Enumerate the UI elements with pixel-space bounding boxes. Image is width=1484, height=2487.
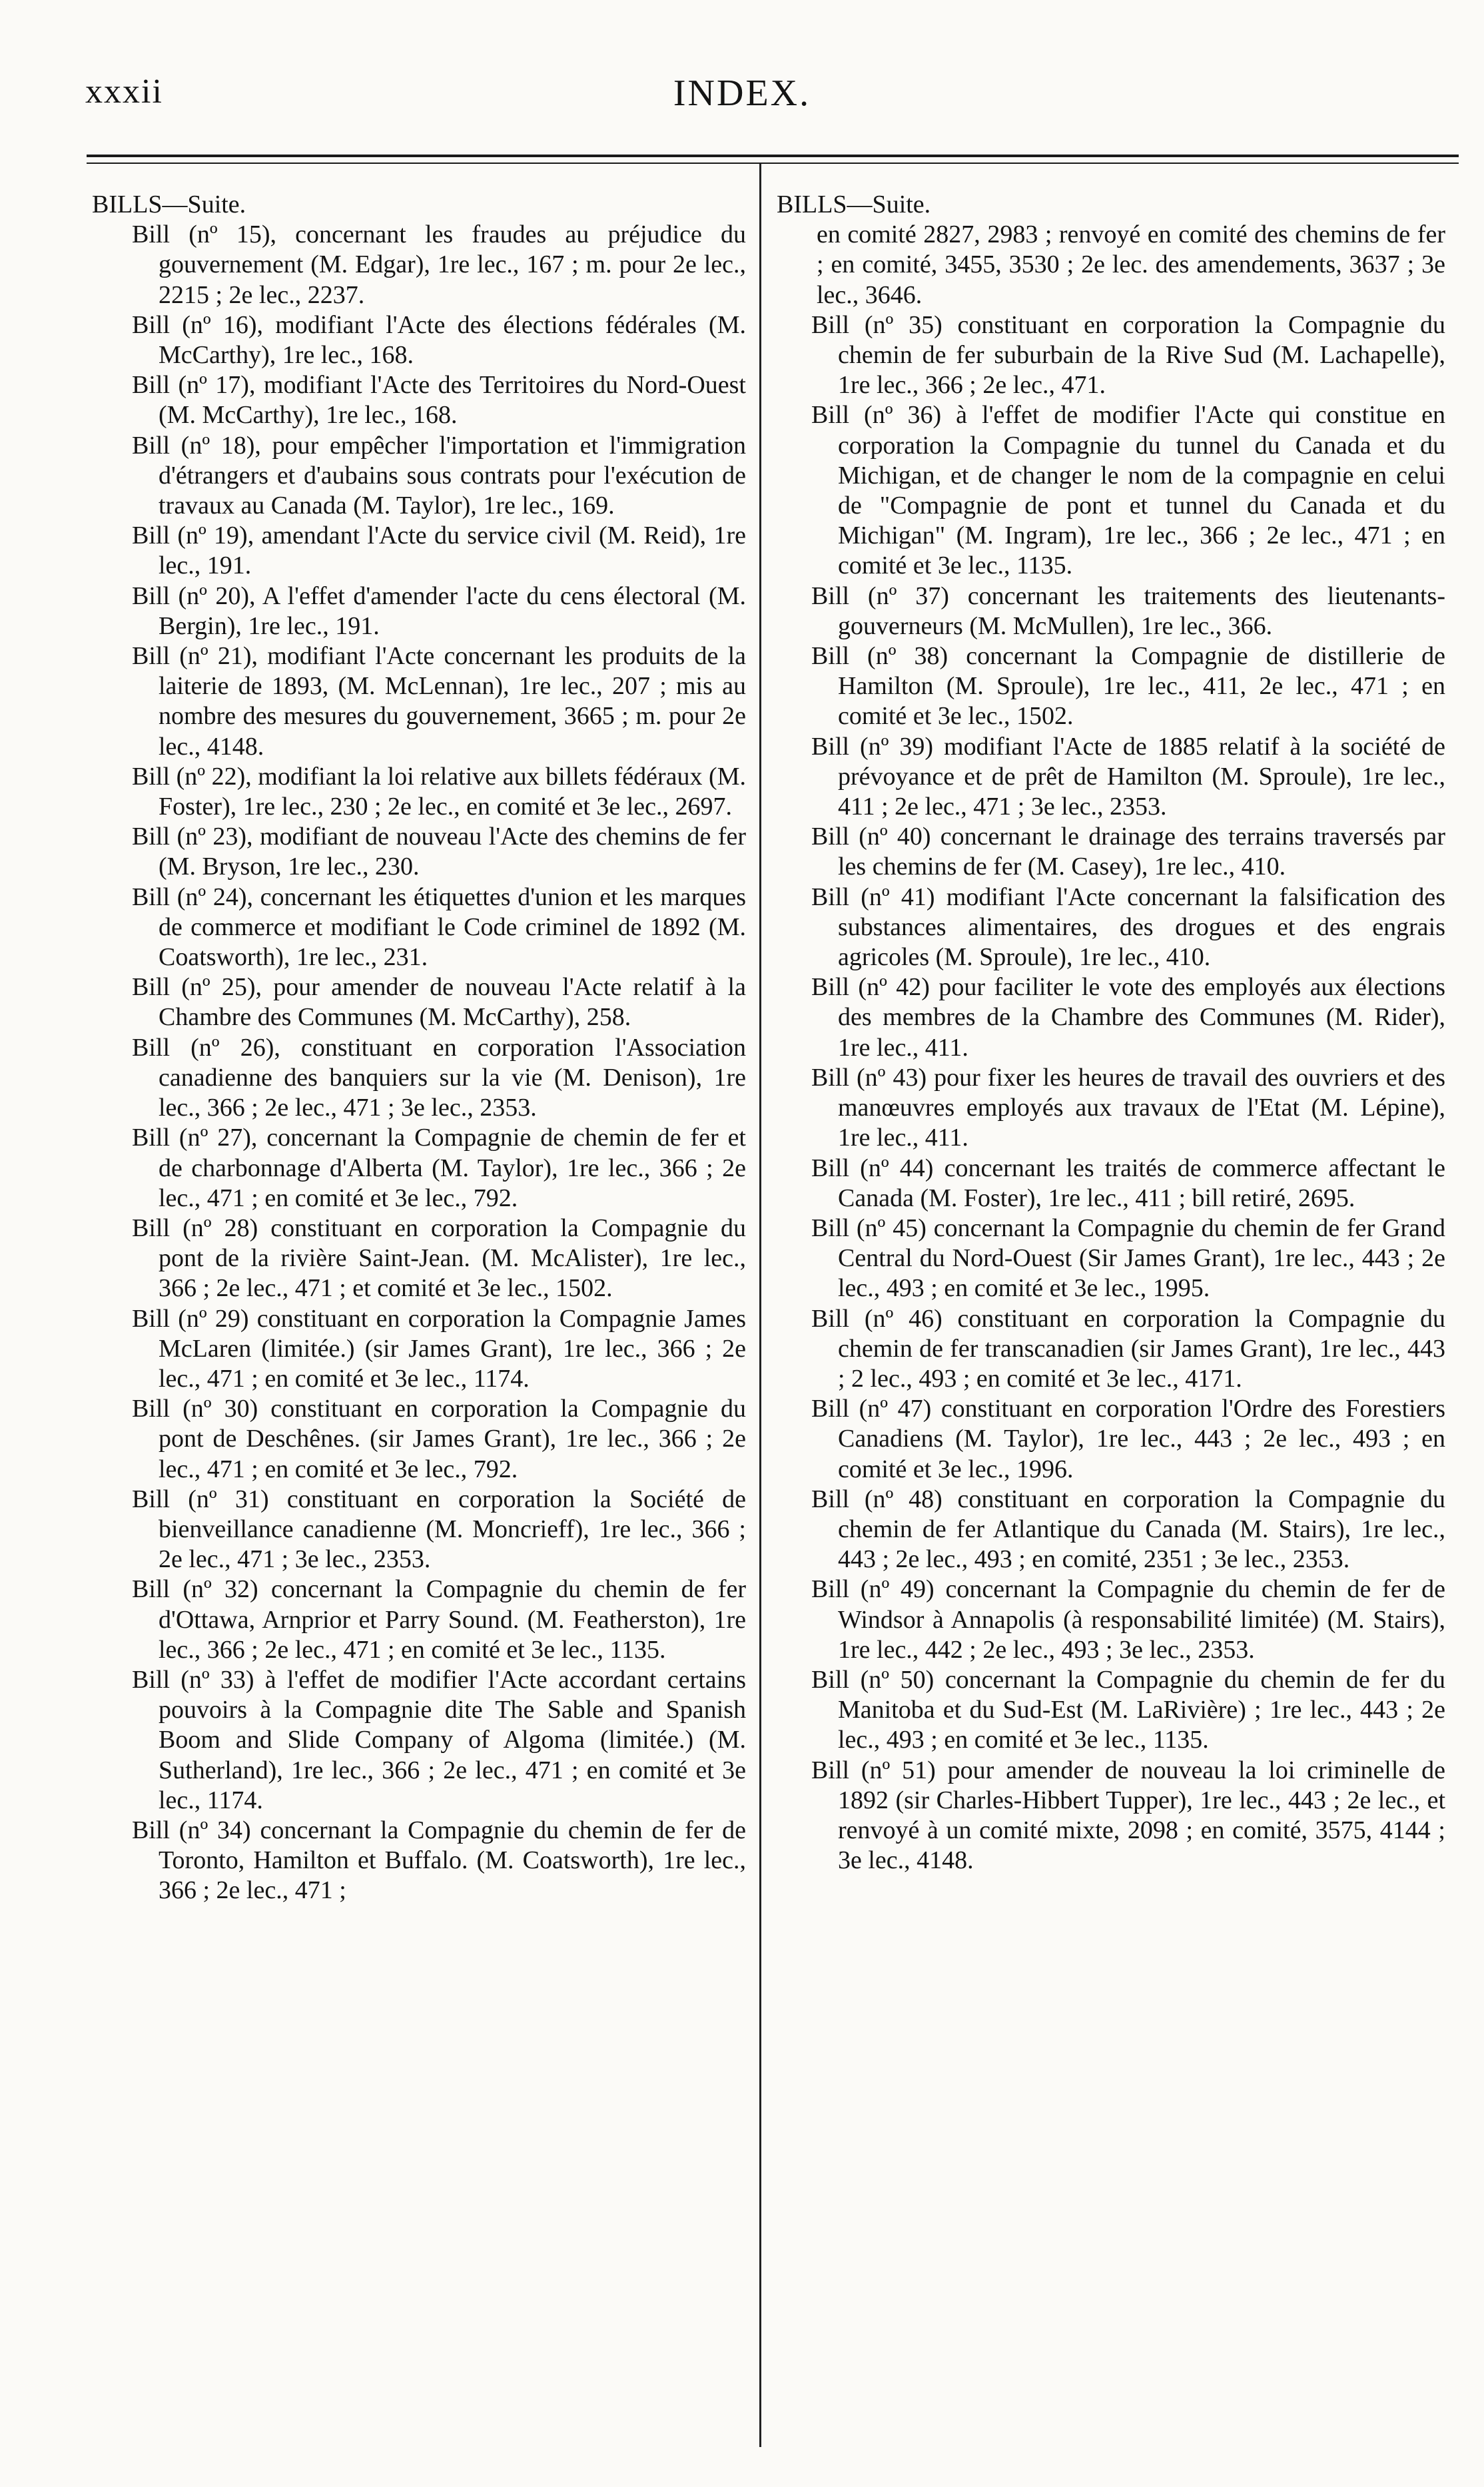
section-heading: BILLS—Suite. <box>777 190 931 218</box>
index-entry: Bill (nº 51) pour amender de nouveau la loi criminelle de 1892 (sir Charles-Hibbert Tupper), 1re lec., 443 ; 2e lec., et renvoyé à un comité mixte, 2098 ; en comité, 3575, 4144 ; 3e lec., 4148. <box>811 1756 1445 1875</box>
index-entry: Bill (nº 41) modifiant l'Acte concernant la falsification des substances alimentaires, des drogues et des engrais agricoles (M. Sproule), 1re lec., 410. <box>811 883 1445 972</box>
index-entry: Bill (nº 39) modifiant l'Acte de 1885 relatif à la société de prévoyance et de prêt de Hamilton (M. Sproule), 1re lec., 411 ; 2e lec., 471 ; 3e lec., 2353. <box>811 732 1445 821</box>
page-title: INDEX. <box>673 73 811 114</box>
index-entry: Bill (nº 34) concernant la Compagnie du chemin de fer de Toronto, Hamilton et Buffalo. (M. Coatsworth), 1re lec., 366 ; 2e lec., 471 ; <box>132 1816 746 1905</box>
index-entry: Bill (nº 45) concernant la Compagnie du chemin de fer Grand Central du Nord-Ouest (Sir James Grant), 1re lec., 443 ; 2e lec., 493 ; en comité et 3e lec., 1995. <box>811 1214 1445 1303</box>
index-entry: Bill (nº 27), concernant la Compagnie de chemin de fer et de charbonnage d'Alberta (M. Taylor), 1re lec., 366 ; 2e lec., 471 ; en comité et 3e lec., 792. <box>132 1124 746 1212</box>
index-entry: Bill (nº 17), modifiant l'Acte des Territoires du Nord-Ouest (M. McCarthy), 1re lec., 168. <box>132 371 746 430</box>
index-entry: Bill (nº 20), A l'effet d'amender l'acte du cens électoral (M. Bergin), 1re lec., 191. <box>132 581 746 640</box>
index-entry: Bill (nº 35) constituant en corporation la Compagnie du chemin de fer suburbain de la Rive Sud (M. Lachapelle), 1re lec., 366 ; 2e lec., 471. <box>811 310 1445 400</box>
page-number: xxxii <box>85 73 163 111</box>
index-entry: Bill (nº 16), modifiant l'Acte des élections fédérales (M. McCarthy), 1re lec., 168. <box>132 310 746 370</box>
index-entry: Bill (nº 42) pour faciliter le vote des employés aux élections des membres de la Chambre des Communes (M. Rider), 1re lec., 411. <box>811 973 1445 1062</box>
index-entry: Bill (nº 29) constituant en corporation la Compagnie James McLaren (limitée.) (sir James Grant), 1re lec., 366 ; 2e lec., 471 ; en comité et 3e lec., 1174. <box>132 1304 746 1393</box>
left-column <box>87 190 746 1906</box>
index-entry: Bill (nº 19), amendant l'Acte du service civil (M. Reid), 1re lec., 191. <box>132 522 746 580</box>
index-entry: Bill (nº 49) concernant la Compagnie du chemin de fer de Windsor à Annapolis (à responsabilité limitée) (M. Stairs), 1re lec., 442 ; 2e lec., 493 ; 3e lec., 2353. <box>811 1575 1445 1664</box>
header-rule-top <box>87 155 1459 157</box>
header-rule-bottom <box>87 163 1459 164</box>
index-entry: Bill (nº 33) à l'effet de modifier l'Acte accordant certains pouvoirs à la Compagnie dite The Sable and Spanish Boom and Slide Company of Algoma (limitée.) (M. Sutherland), 1re lec., 366 ; 2e lec., 471 ; en comité et 3e lec., 1174. <box>132 1665 746 1814</box>
index-entry: Bill (nº 30) constituant en corporation la Compagnie du pont de Deschênes. (sir James Grant), 1re lec., 366 ; 2e lec., 471 ; en comité et 3e lec., 792. <box>132 1395 746 1483</box>
index-entry: Bill (nº 24), concernant les étiquettes d'union et les marques de commerce et modifiant le Code criminel de 1892 (M. Coatsworth), 1re lec., 231. <box>132 883 746 972</box>
index-entry: Bill (nº 32) concernant la Compagnie du chemin de fer d'Ottawa, Arnprior et Parry Sound. (M. Featherston), 1re lec., 366 ; 2e lec., 471 ; en comité et 3e lec., 1135. <box>132 1575 746 1664</box>
index-entry: Bill (nº 25), pour amender de nouveau l'Acte relatif à la Chambre des Communes (M. McCarthy), 258. <box>132 973 746 1032</box>
index-entry: Bill (nº 40) concernant le drainage des terrains traversés par les chemins de fer (M. Casey), 1re lec., 410. <box>811 823 1445 881</box>
index-entry: Bill (nº 38) concernant la Compagnie de distillerie de Hamilton (M. Sproule), 1re lec., 411, 2e lec., 471 ; en comité et 3e lec., 1502. <box>811 642 1445 731</box>
column-divider <box>759 164 761 2447</box>
index-entry: Bill (nº 46) constituant en corporation la Compagnie du chemin de fer transcanadien (sir James Grant), 1re lec., 443 ; 2 lec., 493 ; en comité et 3e lec., 4171. <box>811 1304 1445 1393</box>
index-entry: Bill (nº 37) concernant les traitements des lieutenants-gouverneurs (M. McMullen), 1re lec., 366. <box>811 581 1445 640</box>
index-entry: Bill (nº 28) constituant en corporation la Compagnie du pont de la rivière Saint-Jean. (M. McAlister), 1re lec., 366 ; 2e lec., 471 ; et comité et 3e lec., 1502. <box>132 1214 746 1303</box>
index-entry: Bill (nº 47) constituant en corporation l'Ordre des Forestiers Canadiens (M. Taylor), 1re lec., 443 ; 2e lec., 493 ; en comité et 3e lec., 1996. <box>811 1395 1445 1483</box>
index-entry: Bill (nº 44) concernant les traités de commerce affectant le Canada (M. Foster), 1re lec., 411 ; bill retiré, 2695. <box>811 1154 1445 1212</box>
index-entry: Bill (nº 36) à l'effet de modifier l'Acte qui constitue en corporation la Compagnie du tunnel du Canada et du Michigan, et de changer le nom de la compagnie en celui de "Compagnie de pont et tunnel du Canada et du Michigan" (M. Ingram), 1re lec., 366 ; 2e lec., 471 ; en comité et 3e lec., 1135. <box>811 401 1445 580</box>
index-entry: Bill (nº 31) constituant en corporation la Société de bienveillance canadienne (M. Moncrieff), 1re lec., 366 ; 2e lec., 471 ; 3e lec., 2353. <box>132 1485 746 1574</box>
index-entry: Bill (nº 23), modifiant de nouveau l'Acte des chemins de fer (M. Bryson, 1re lec., 230. <box>132 823 746 881</box>
index-entry: Bill (nº 18), pour empêcher l'importation et l'immigration d'étrangers et d'aubains sous contrats pour l'exécution de travaux au Canada (M. Taylor), 1re lec., 169. <box>132 431 746 520</box>
index-entry: Bill (nº 43) pour fixer les heures de travail des ouvriers et des manœuvres employés aux travaux de l'Etat (M. Lépine), 1re lec., 411. <box>811 1063 1445 1152</box>
entry-continuation: en comité 2827, 2983 ; renvoyé en comité des chemins de fer ; en comité, 3455, 3530 ; 2e lec. des amendements, 3637 ; 3e lec., 3646. <box>817 220 1445 309</box>
index-entry: Bill (nº 22), modifiant la loi relative aux billets fédéraux (M. Foster), 1re lec., 230 ; 2e lec., en comité et 3e lec., 2697. <box>132 762 746 821</box>
section-heading: BILLS—Suite. <box>92 190 246 218</box>
index-entry: Bill (nº 48) constituant en corporation la Compagnie du chemin de fer Atlantique du Canada (M. Stairs), 1re lec., 443 ; 2e lec., 493 ; en comité, 2351 ; 3e lec., 2353. <box>811 1485 1445 1574</box>
index-entry: Bill (nº 50) concernant la Compagnie du chemin de fer du Manitoba et du Sud-Est (M. LaRivière) ; 1re lec., 443 ; 2e lec., 493 ; en comité et 3e lec., 1135. <box>811 1665 1445 1754</box>
right-column <box>771 190 1445 1876</box>
index-entry: Bill (nº 26), constituant en corporation l'Association canadienne des banquiers sur la vie (M. Denison), 1re lec., 366 ; 2e lec., 471 ; 3e lec., 2353. <box>132 1033 746 1122</box>
index-entry: Bill (nº 21), modifiant l'Acte concernant les produits de la laiterie de 1893, (M. McLennan), 1re lec., 207 ; mis au nombre des mesures du gouvernement, 3665 ; m. pour 2e lec., 4148. <box>132 642 746 761</box>
index-entry: Bill (nº 15), concernant les fraudes au préjudice du gouvernement (M. Edgar), 1re lec., 167 ; m. pour 2e lec., 2215 ; 2e lec., 2237. <box>132 220 746 309</box>
